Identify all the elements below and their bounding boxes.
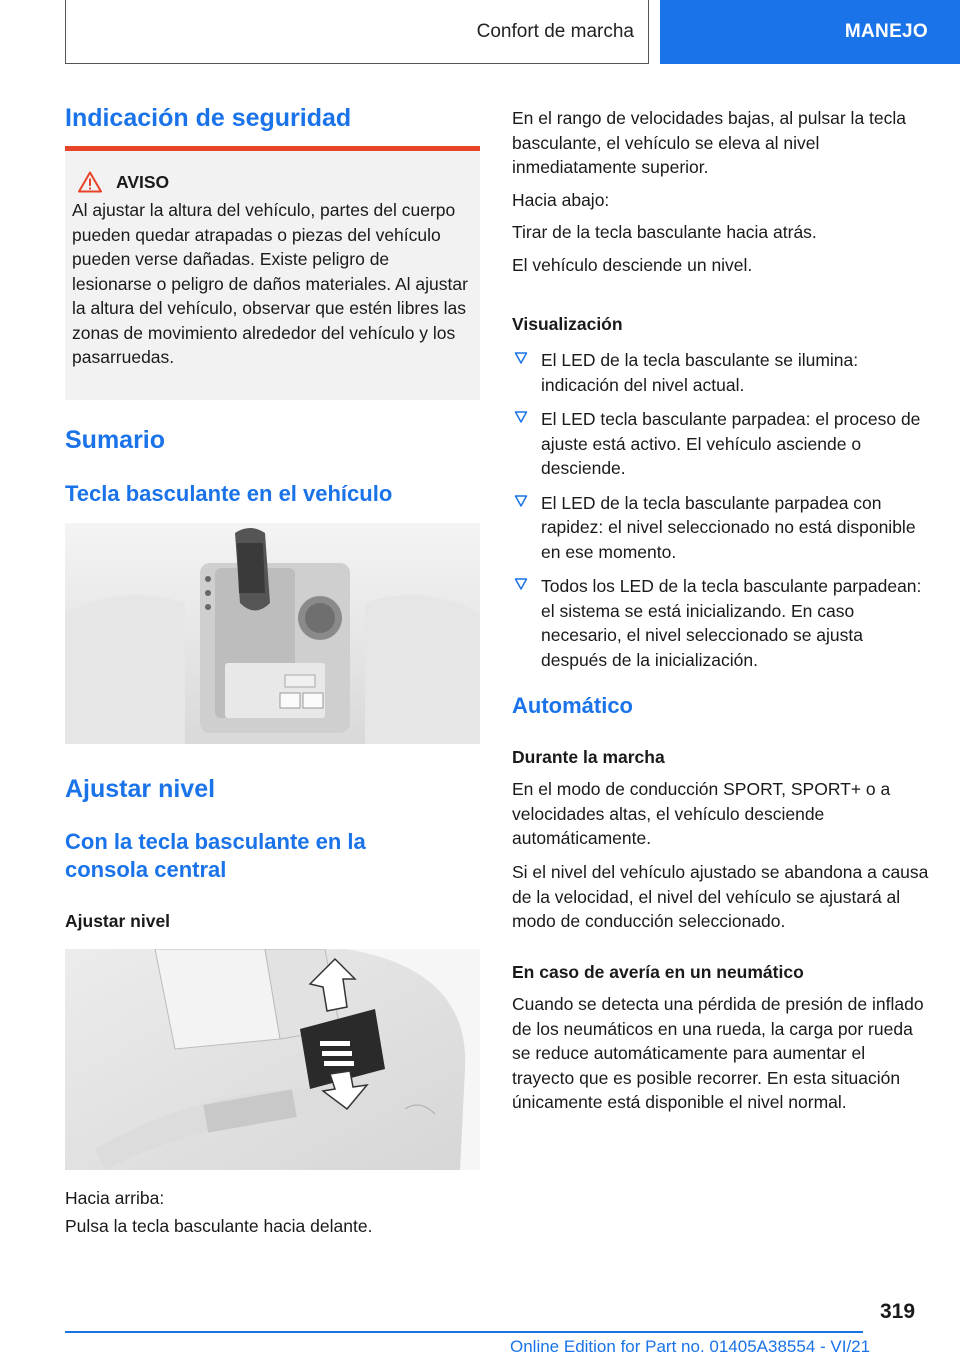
- sumario-heading: Sumario: [65, 426, 166, 454]
- section-title: Confort de marcha: [476, 20, 634, 42]
- visualizacion-heading: Visualización: [512, 314, 623, 334]
- averia-heading: En caso de avería en un neumático: [512, 962, 804, 982]
- list-item: El LED de la tecla basculante parpadea con rapidez: el nivel seleccionado no está disponible en ese momento.: [512, 491, 930, 565]
- edition-text: Online Edition for Part no. 01405A38554 - VI/21: [510, 1337, 871, 1356]
- sport-text: En el modo de conducción SPORT, SPORT+ o a velocidades altas, el vehículo desciende automáticamente.: [512, 779, 891, 848]
- desciende-text: El vehículo desciende un nivel.: [512, 255, 753, 275]
- triangle-bullet-icon: [514, 410, 528, 424]
- pulsa-text: Pulsa la tecla basculante hacia delante.: [65, 1216, 373, 1236]
- footer-rule: [65, 1331, 863, 1333]
- nivel-text: Si el nivel del vehículo ajustado se abandona a causa de la velocidad, el nivel del vehículo se ajustará al modo de conducción seleccionado.: [512, 862, 929, 931]
- safety-heading: Indicación de seguridad: [65, 104, 352, 132]
- tecla-heading: Tecla basculante en el vehículo: [65, 481, 393, 506]
- warning-body: Al ajustar la altura del vehículo, partes del cuerpo pueden quedar atrapadas o piezas del vehículo pueden verse dañadas. Existe peligro de lesionarse o peligro de daños materiales. Al ajustar la altura del vehículo, observar que estén libres las zonas de movimiento alrededor del vehículo y los pasarruedas.: [72, 200, 468, 367]
- consola-heading: Con la tecla basculante en la consola central: [65, 829, 366, 882]
- led-status-list: [512, 348, 930, 682]
- warning-title: AVISO: [116, 171, 170, 192]
- header-section: [65, 0, 649, 64]
- ajustar-heading: Ajustar nivel: [65, 775, 216, 803]
- warning-box: [65, 151, 480, 400]
- list-item: El LED tecla basculante parpadea: el proceso de ajuste está activo. El vehículo asciende o desciende.: [512, 407, 930, 481]
- rocker-illustration: [65, 949, 480, 1170]
- page-number: 319: [880, 1300, 916, 1323]
- triangle-bullet-icon: [514, 351, 528, 365]
- automatico-heading: Automático: [512, 693, 633, 718]
- triangle-bullet-icon: [514, 494, 528, 508]
- chapter-title: MANEJO: [844, 21, 928, 42]
- averia-text: Cuando se detecta una pérdida de presión de inflado de los neumáticos en una rueda, la carga por rueda se reduce automáticamente para aumentar el trayecto que es posible recorrer. En esta situación únicamente está disponible el nivel normal.: [512, 994, 924, 1112]
- durante-heading: Durante la marcha: [512, 747, 665, 767]
- console-illustration: [65, 523, 480, 744]
- warning-triangle-icon: [78, 171, 102, 193]
- ajustar-subheading: Ajustar nivel: [65, 911, 171, 931]
- velocidades-bajas-text: En el rango de velocidades bajas, al pulsar la tecla basculante, el vehículo se eleva al nivel inmediatamente superior.: [512, 108, 906, 177]
- console-image: [65, 523, 480, 744]
- hacia-abajo-label: Hacia abajo:: [512, 190, 610, 210]
- warning-title-row: [78, 171, 470, 193]
- header-chapter-tab: [660, 0, 960, 64]
- tirar-text: Tirar de la tecla basculante hacia atrás.: [512, 222, 817, 242]
- hacia-arriba-label: Hacia arriba:: [65, 1188, 165, 1208]
- triangle-bullet-icon: [514, 577, 528, 591]
- rocker-switch-image: [65, 949, 480, 1170]
- list-item: Todos los LED de la tecla basculante parpadean: el sistema se está inicializando. En caso necesario, el nivel seleccionado se ajusta después de la inicialización.: [512, 574, 930, 672]
- list-item: El LED de la tecla basculante se ilumina: indicación del nivel actual.: [512, 348, 930, 397]
